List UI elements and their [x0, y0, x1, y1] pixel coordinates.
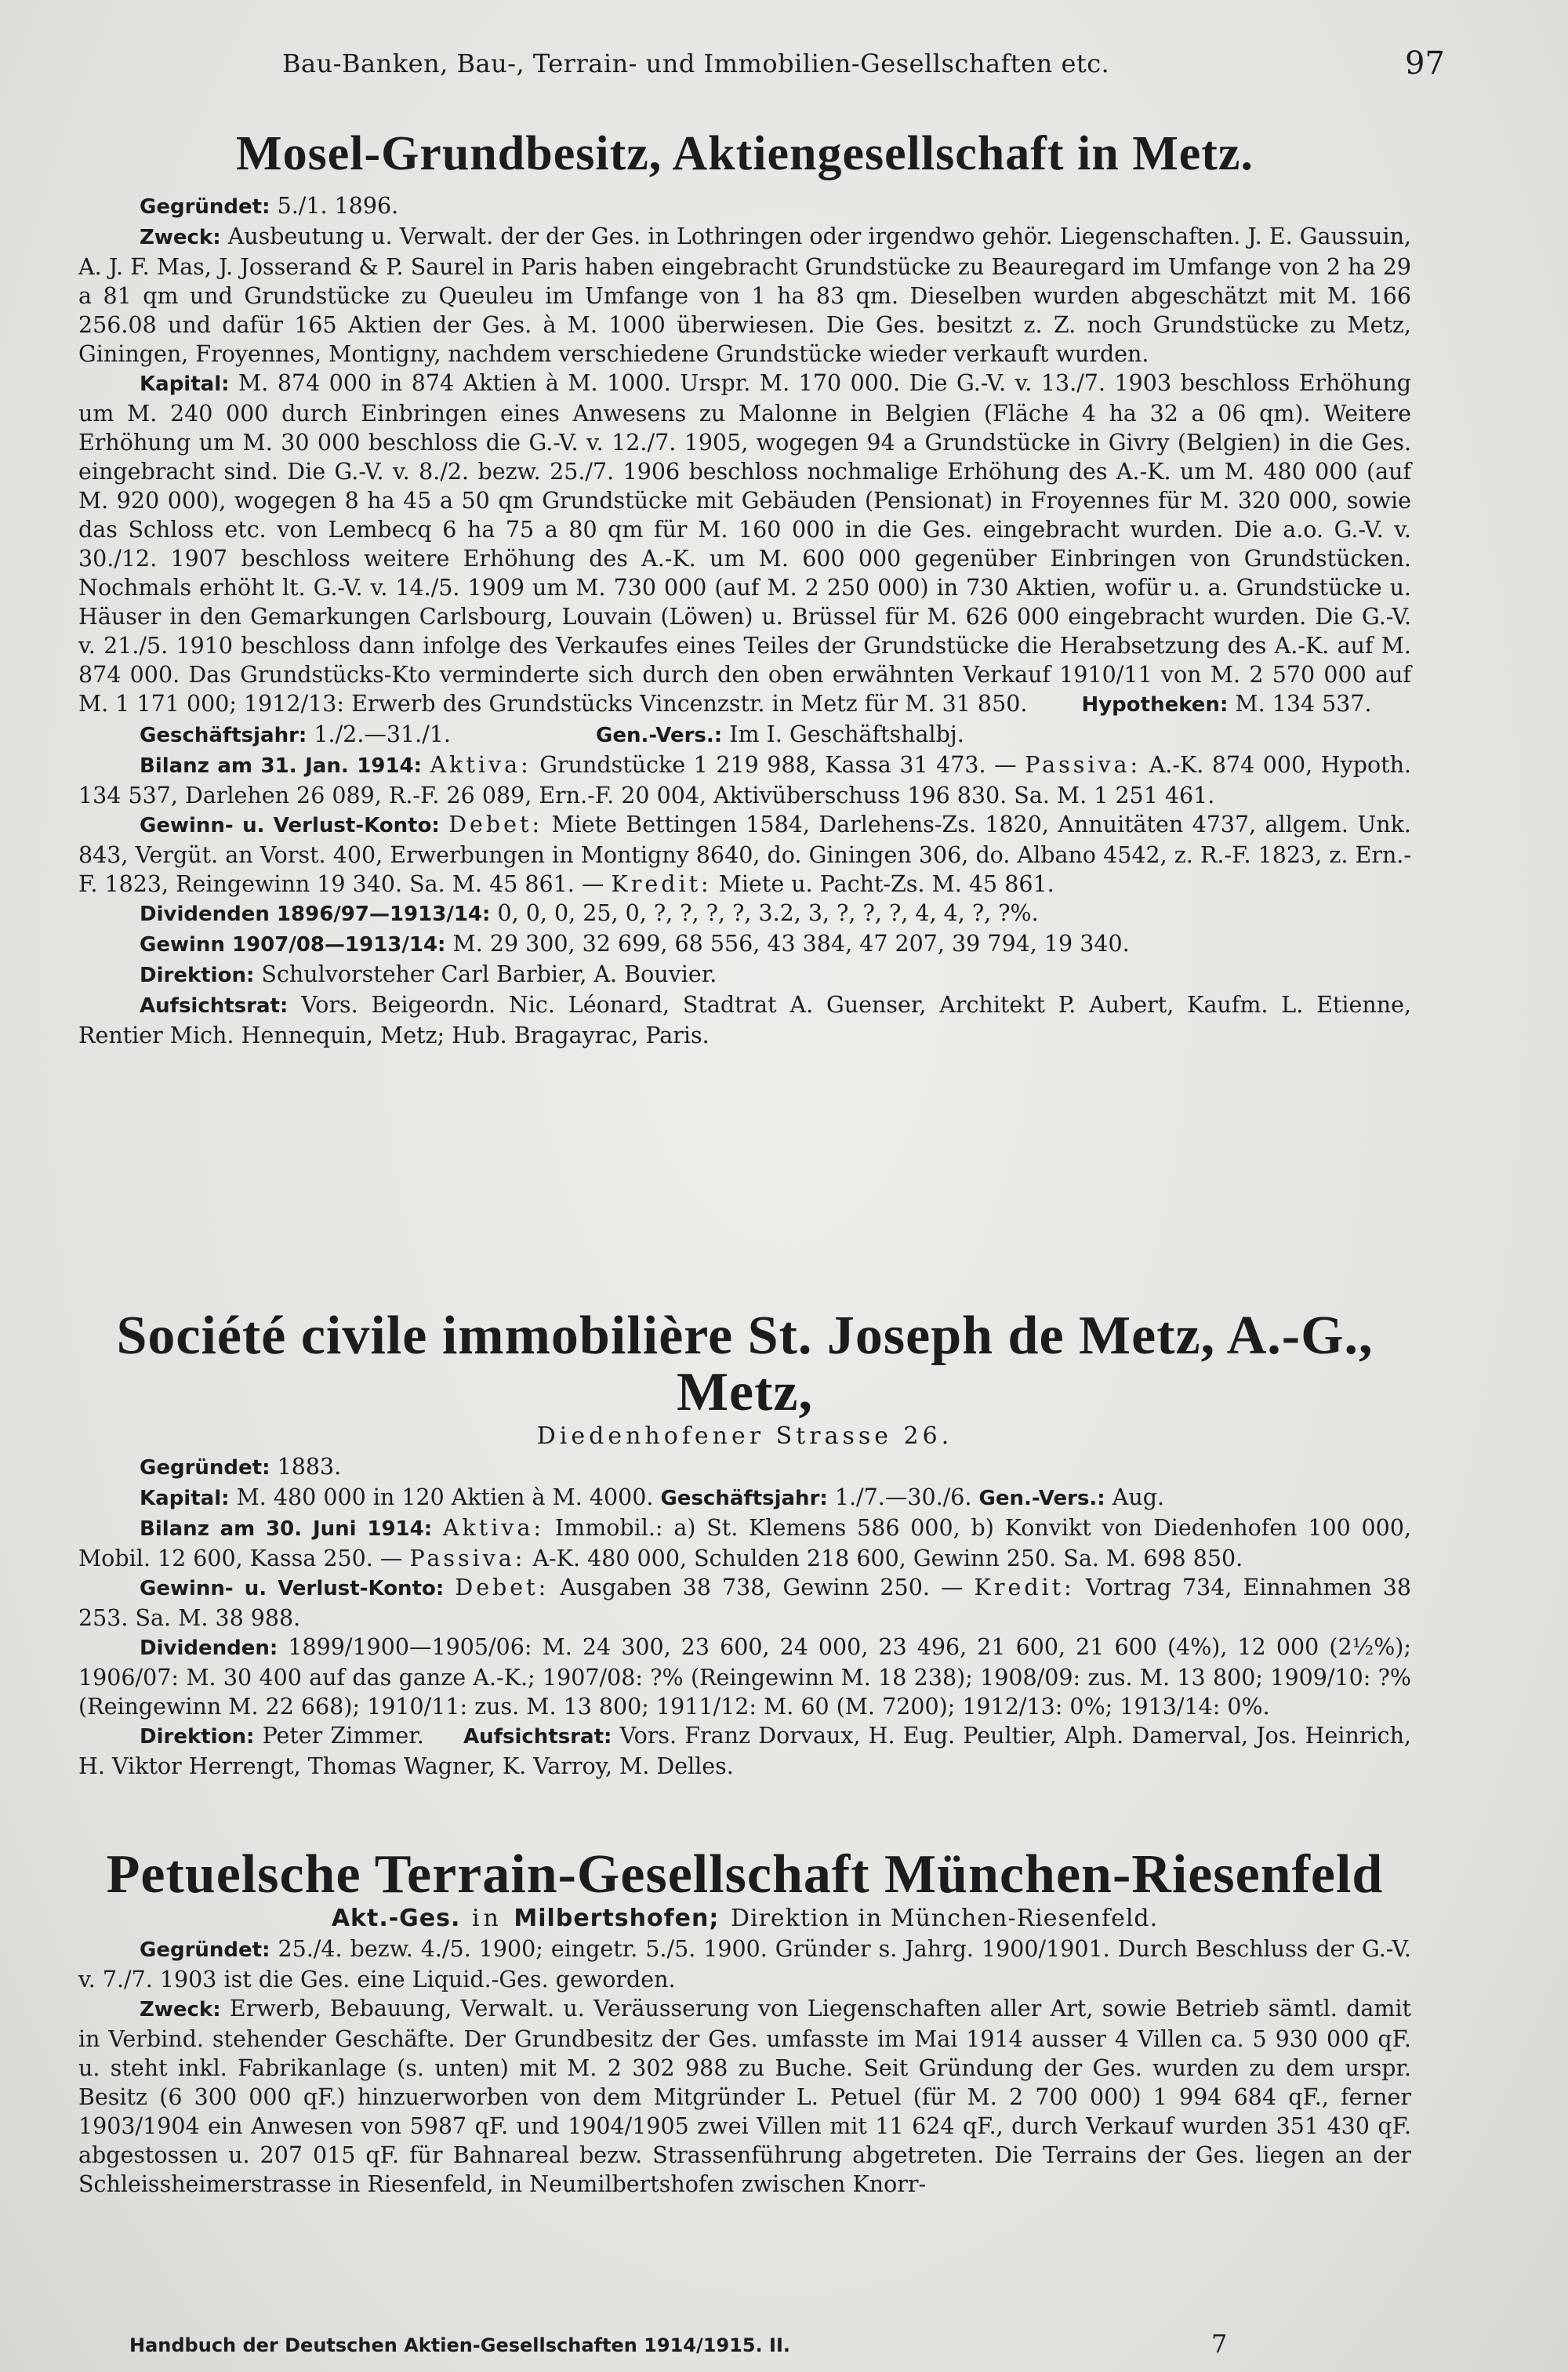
- direktion-line: Direktion: Schulvorsteher Carl Barbier, A. Bouvier.: [140, 961, 717, 987]
- dividenden-line: Dividenden 1896/97—1913/14: 0, 0, 0, 25, 0, ?, ?, ?, ?, 3.2, 3, ?, ?, ?, 4, 4, ?, ?%.: [140, 900, 1039, 926]
- company-address: Diedenhofener Strasse 26.: [536, 1422, 953, 1450]
- company-title: Petuelsche Terrain-Gesellschaft München-Riesenfeld: [106, 1844, 1384, 1905]
- guv-paragraph: Gewinn- u. Verlust-Konto: Debet: Ausgaben 38 738, Gewinn 250. — Kredit: Vortrag 734, Einnahmen 38 253. Sa. M. 38 988.: [78, 1575, 1412, 1631]
- company-title: Mosel-Grundbesitz, Aktiengesellschaft in Metz.: [236, 127, 1254, 180]
- page-footer: Handbuch der Deutschen Aktien-Gesellschaften 1914/1915. II.: [129, 2334, 790, 2356]
- zweck-paragraph: Zweck: Erwerb, Bebauung, Verwalt. u. Veräusserung von Liegenschaften aller Art, sowie Betrieb sämtl. damit in Verbind. stehender Geschäfte. Der Grundbesitz der Ges. umfasste im Mai 1914 ausser 4 Villen ca. 5 930 000 qF. u. steht inkl. Fabrikanlage (s. unten) mit M. 2 302 988 zu Buche. Seit Gründung der Ges. wurden zu dem urspr. Besitz (6 300 000 qF.) hinzuerworben von dem Mitgründer L. Petuel (für M. 2 700 000) 1 994 684 qF., ferner 1903/1904 ein Anwesen von 5987 qF. und 1904/1905 zwei Villen mit 11 624 qF., durch Verkauf wurden 351 430 qF. abgestossen u. 207 015 qF. für Bahnareal bezw. Strassenführung abgetreten. Die Terrains der Ges. liegen an der Schleissheimerstrasse in Riesenfeld, in Neumilbertshofen zwischen Knorr-: [78, 1996, 1411, 2197]
- bilanz-paragraph: Bilanz am 31. Jan. 1914: Aktiva: Grundstücke 1 219 988, Kassa 31 473. — Passiva: A.-K. 874 000, Hypoth. 134 537, Darlehen 26 089, R.-F. 26 089, Ern.-F. 20 004, Aktivüberschuss 196 830. Sa. M. 1 251 461.: [78, 752, 1412, 808]
- kapital-line: Kapital: M. 480 000 in 120 Aktien à M. 4000. Geschäftsjahr: 1./7.—30./6. Gen.-Vers.: Aug.: [140, 1484, 1165, 1510]
- section-petuelsche: [78, 1844, 1411, 2199]
- gegruendet-line: Gegründet: 1883.: [140, 1454, 342, 1480]
- page-number: 97: [1405, 45, 1445, 82]
- aufsichtsrat-paragraph: Aufsichtsrat: Vors. Beigeordn. Nic. Léonard, Stadtrat A. Guenser, Architekt P. Aubert, Kaufm. L. Etienne, Rentier Mich. Hennequin, Metz; Hub. Bragayrac, Paris.: [78, 992, 1412, 1048]
- kapital-paragraph: Kapital: M. 874 000 in 874 Aktien à M. 1000. Urspr. M. 170 000. Die G.-V. v. 13./7. 1903 beschloss Erhöhung um M. 240 000 durch Einbringen eines Anwesens zu Malonne in Belgien (Fläche 4 ha 32 a 06 qm). Weitere Erhöhung um M. 30 000 beschloss die G.-V. v. 12./7. 1905, wogegen 94 a Grundstücke in Givry (Belgien) in die Ges. eingebracht sind. Die G.-V. v. 8./2. bezw. 25./7. 1906 beschloss nochmalige Erhöhung des A.-K. um M. 480 000 (auf M. 920 000), wogegen 8 ha 45 a 50 qm Grundstücke mit Gebäuden (Pensionat) in Froyennes für M. 320 000, sowie das Schloss etc. von Lembecq 6 ha 75 a 80 qm für M. 160 000 in die Ges. eingebracht wurden. Die a.o. G.-V. v. 30./12. 1907 beschloss weitere Erhöhung des A.-K. um M. 600 000 gegenüber Einbringen von Grundstücken. Nochmals erhöht lt. G.-V. v. 14./5. 1909 um M. 730 000 (auf M. 2 250 000) in 730 Aktien, wofür u. a. Grundstücke u. Häuser in den Gemarkungen Carlsbourg, Louvain (Löwen) u. Brüssel für M. 626 000 eingebracht wurden. Die G.-V. v. 21./5. 1910 beschloss dann infolge des Verkaufes eines Teiles der Grundstücke die Herabsetzung des A.-K. auf M. 874 000. Das Grundstücks-Kto verminderte sich durch den oben erwähnten Verkauf 1910/11 von M. 2 570 000 auf M. 1 171 000; 1912/13: Erwerb des Grundstücks Vincenzstr. in Metz für M. 31 850. Hypotheken: M. 134 537.: [78, 370, 1411, 717]
- zweck-paragraph: Zweck: Ausbeutung u. Verwalt. der der Ges. in Lothringen oder irgendwo gehör. Liegenschaften. J. E. Gaussuin, A. J. F. Mas, J. Josserand & P. Saurel in Paris haben eingebracht Grundstücke zu Beauregard im Umfange von 2 ha 29 a 81 qm und Grundstücke zu Queuleu im Umfange von 1 ha 83 qm. Dieselben wurden abgeschätzt mit M. 166 256.08 und dafür 165 Aktien der Ges. à M. 1000 überwiesen. Die Ges. besitzt z. Z. noch Grundstücke zu Metz, Giningen, Froyennes, Montigny, nachdem verschiedene Grundstücke wieder verkauft wurden.: [78, 223, 1411, 367]
- guv-paragraph: Gewinn- u. Verlust-Konto: Debet: Miete Bettingen 1584, Darlehens-Zs. 1820, Annuitäten 4737, allgem. Unk. 843, Vergüt. an Vorst. 400, Erwerbungen in Montigny 8640, do. Giningen 306, do. Albano 4542, z. R.-F. 1823, z. Ern.-F. 1823, Reingewinn 19 340. Sa. M. 45 861. — Kredit: Miete u. Pacht-Zs. M. 45 861.: [78, 812, 1411, 897]
- section-st-joseph: [78, 1308, 1411, 1781]
- gegruendet-paragraph: Gegründet: 25./4. bezw. 4./5. 1900; eingetr. 5./5. 1900. Gründer s. Jahrg. 1900/1901. Durch Beschluss der G.-V. v. 7./7. 1903 ist die Ges. eine Liquid.-Ges. geworden.: [78, 1936, 1411, 1992]
- bilanz-paragraph: Bilanz am 30. Juni 1914: Aktiva: Immobil.: a) St. Klemens 586 000, b) Konvikt von Diedenhofen 100 000, Mobil. 12 600, Kassa 250. — Passiva: A-K. 480 000, Schulden 218 600, Gewinn 250. Sa. M. 698 850.: [78, 1515, 1412, 1571]
- dividenden-paragraph: Dividenden: 1899/1900—1905/06: M. 24 300, 23 600, 24 000, 23 496, 21 600, 21 600 (4%), 12 000 (2½%); 1906/07: M. 30 400 auf das ganze A.-K.; 1907/08: ?% (Reingewinn M. 18 238); 1908/09: zus. M. 13 800; 1909/10: ?% (Reingewinn M. 22 668); 1910/11: zus. M. 13 800; 1911/12: M. 60 (M. 7200); 1912/13: 0%; 1913/14: 0%.: [78, 1634, 1411, 1720]
- running-header: Bau-Banken, Bau-, Terrain- und Immobilien-Gesellschaften etc.: [282, 49, 1110, 78]
- signature-mark: 7: [1211, 2329, 1228, 2359]
- gegruendet-line: Gegründet: 5./1. 1896.: [140, 193, 399, 219]
- section-mosel-grundbesitz: [78, 125, 1411, 1050]
- direktion-aufsichtsrat-paragraph: Direktion: Peter Zimmer. Aufsichtsrat: Vors. Franz Dorvaux, H. Eug. Peultier, Alph. Damerval, Jos. Heinrich, H. Viktor Herrengt, Thomas Wagner, K. Varroy, M. Delles.: [78, 1723, 1411, 1779]
- company-subtitle: Akt.-Ges. in Milbertshofen; Direktion in München-Riesenfeld.: [331, 1905, 1159, 1932]
- geschaeftsjahr-row: Geschäftsjahr: 1./2.—31./1. Gen.-Vers.: Im I. Geschäftshalbj.: [140, 721, 964, 747]
- company-title: Société civile immobilière St. Joseph de Metz, A.-G., Metz,: [116, 1306, 1374, 1422]
- gewinn-line: Gewinn 1907/08—1913/14: M. 29 300, 32 699, 68 556, 43 384, 47 207, 39 794, 19 340.: [140, 931, 1130, 957]
